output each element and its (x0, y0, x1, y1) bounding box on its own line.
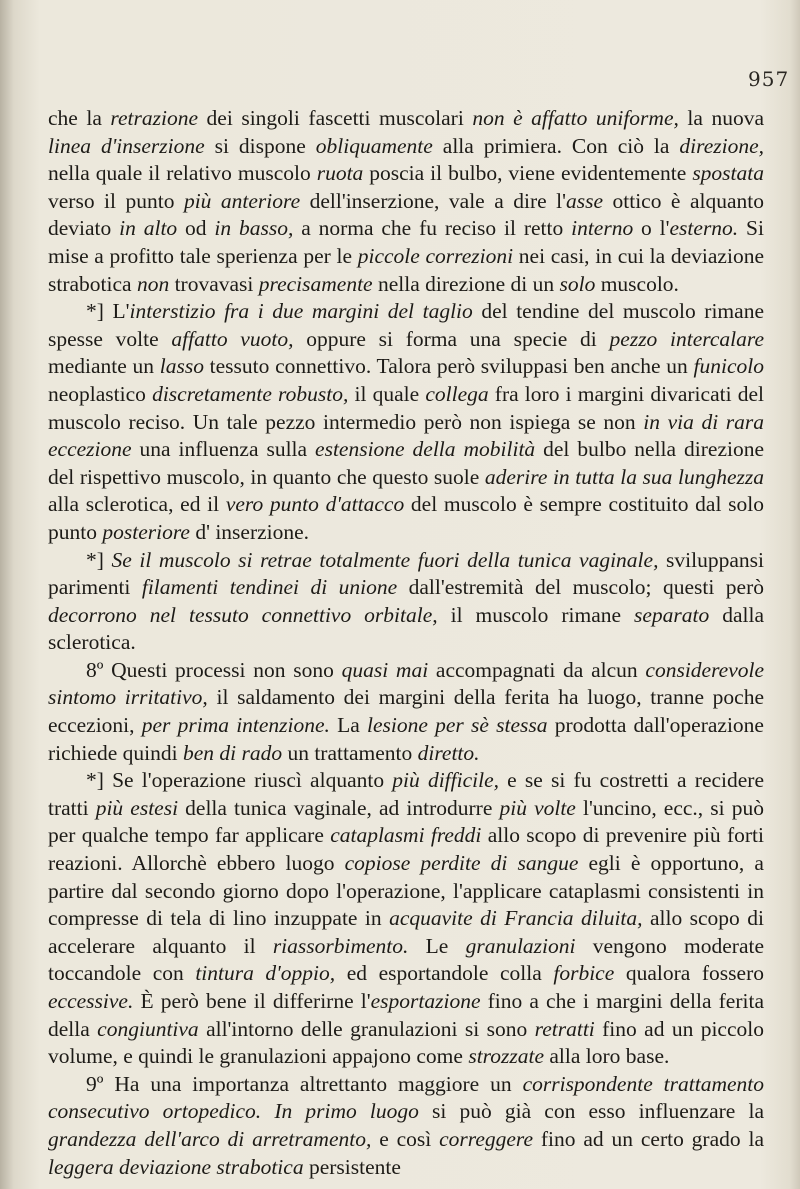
italic-text: vero punto d'attacco (225, 492, 405, 517)
italic-text: direzione, (679, 133, 764, 158)
text-run: si può già con esso influenzare la (418, 1099, 765, 1124)
italic-text: spostata (692, 161, 764, 186)
italic-text: retratti (534, 1016, 595, 1041)
italic-text: in alto (119, 216, 178, 241)
italic-text: copiose perdite di sangue (344, 851, 579, 876)
italic-text: Se il muscolo si retrae totalmente fuori della tunica vaginale, (111, 547, 659, 572)
paragraph (48, 657, 764, 767)
italic-text: tintura d'oppio, (195, 961, 336, 986)
italic-text: discretamente robusto, (152, 381, 349, 406)
text-run: del muscolo è sempre costituito dal solo punto (48, 492, 764, 544)
text-run: persistente (303, 1154, 401, 1179)
italic-text: quasi mai (341, 657, 429, 682)
text-run: nella direzione di un (372, 271, 560, 296)
text-run: *] (86, 547, 112, 572)
italic-text: asse (565, 188, 604, 213)
text-run: poscia il bulbo, viene evidentemente (363, 161, 693, 186)
text-run: È però bene il differirne l' (133, 989, 371, 1013)
italic-text: non è affatto uniforme, (472, 106, 679, 130)
italic-text: grandezza dell'arco di arretramento, (48, 1126, 372, 1151)
text-run: alla primiera. Con ciò la (432, 133, 680, 158)
text-run: un trattamento (282, 740, 418, 765)
text-run: prodotta dall'operazione richiede quindi (48, 713, 764, 765)
italic-text: linea d'inserzione (48, 133, 205, 158)
italic-text: più estesi (95, 795, 179, 820)
text-run: fra loro i margini divaricati del muscolo reciso. Un tale pezzo intermedio però non ispiega se non (48, 381, 764, 434)
italic-text: più difficile, (392, 768, 499, 793)
body-text (48, 105, 764, 1181)
italic-text: solo (559, 271, 596, 296)
text-run: mediante un (48, 354, 160, 379)
text-run: trovavasi (169, 271, 259, 296)
italic-text: considerevole sintomo irritativo, (48, 657, 765, 710)
text-run: muscolo. (595, 271, 679, 296)
italic-text: posteriore (102, 519, 190, 544)
text-run: a norma che fu reciso il retto (293, 216, 572, 241)
italic-text: funicolo (693, 354, 764, 379)
text-run: ottico è alquanto deviato (48, 188, 764, 241)
text-run: od (177, 216, 215, 241)
italic-text: obliquamente (315, 133, 433, 158)
italic-text: ben di rado (182, 740, 283, 765)
italic-text: eccessive. (48, 989, 134, 1013)
text-run: oppure si forma una specie di (293, 326, 610, 351)
text-run: fino ad un piccolo volume, e quindi le granulazioni appajono come (48, 1016, 764, 1069)
italic-text: esportazione (370, 989, 481, 1013)
italic-text: affatto vuoto, (171, 326, 294, 351)
text-run: 9º Ha una importanza altrettanto maggiore un (86, 1071, 523, 1096)
text-run: *] Se l'operazione riuscì alquanto (86, 768, 393, 793)
text-run: fino a che i margini della ferita della (48, 989, 764, 1041)
italic-text: diretto. (417, 740, 480, 765)
italic-text: più anteriore (183, 188, 301, 213)
text-run: ed esportandole colla (335, 961, 554, 986)
text-run: La (329, 713, 368, 738)
italic-text: cataplasmi freddi (330, 823, 482, 848)
italic-text: lesione per sè stessa (367, 713, 548, 738)
text-run: sviluppansi parimenti (48, 547, 764, 600)
text-run: e se si fu costretti a recidere tratti (48, 768, 765, 820)
text-run: tessuto connettivo. Talora però sviluppasi ben anche un (203, 354, 694, 379)
italic-text: acquavite di Francia diluita, (389, 906, 643, 931)
italic-text: granulazioni (465, 933, 576, 958)
text-run: alla loro base. (544, 1044, 670, 1069)
text-run: nei casi, in cui la deviazione strabotica (48, 243, 764, 296)
text-run: Si mise a profitto tale sperienza per le (48, 216, 764, 268)
text-run: o l' (633, 216, 670, 241)
text-run: dall'estremità del muscolo; questi però (397, 575, 764, 600)
italic-text: separato (634, 602, 710, 627)
text-run: dei singoli fascetti muscolari (198, 106, 473, 130)
italic-text: non (136, 271, 170, 296)
italic-text: esterno. (669, 216, 739, 241)
text-run: il quale (348, 381, 426, 406)
italic-text: congiuntiva (97, 1016, 199, 1041)
text-run: nella quale il relativo muscolo (48, 161, 317, 186)
text-run: la nuova (678, 106, 764, 130)
text-run: d' inserzione. (189, 519, 310, 544)
text-run: neoplastico (48, 381, 153, 406)
italic-text: retrazione (110, 106, 199, 130)
page-number: 957 (748, 67, 790, 91)
text-run: una influenza sulla (131, 437, 316, 462)
italic-text: precisamente (258, 271, 373, 296)
paragraph (48, 298, 764, 546)
italic-text: in via di rara eccezione (48, 409, 764, 462)
italic-text: leggera deviazione strabotica (48, 1154, 304, 1179)
text-run: verso il punto (48, 188, 184, 213)
text-run: all'intorno delle granulazioni si sono (198, 1016, 535, 1041)
paragraph (48, 767, 764, 1071)
text-run: dell'inserzione, vale a dire l' (300, 188, 566, 213)
italic-text: correggere (439, 1126, 534, 1151)
italic-text: decorrono nel tessuto connettivo orbitale, (48, 602, 438, 627)
text-run (261, 1099, 274, 1123)
paragraph (48, 105, 764, 298)
text-run: Le (408, 933, 466, 958)
text-run: accompagnati da alcun (428, 657, 646, 682)
text-run: del tendine del muscolo rimane spesse volte (48, 299, 764, 351)
text-run: *] L' (86, 299, 130, 324)
text-run: fino ad un certo grado la (533, 1126, 764, 1151)
text-run: egli è opportuno, a partire dal secondo giorno dopo l'operazione, l'applicare cataplasmi consistenti in compresse di tela di lino inzuppate in (48, 851, 764, 931)
text-run: il saldamento dei margini della ferita ha luogo, tranne poche eccezioni, (48, 685, 764, 738)
italic-text: filamenti tendinei di unione (141, 575, 398, 600)
text-run: l'uncino, ecc., si può per qualche tempo far applicare (48, 795, 764, 848)
italic-text: in basso, (214, 216, 294, 241)
italic-text: estensione della mobilità (315, 437, 536, 462)
italic-text: aderire in tutta la sua lunghezza (484, 464, 764, 489)
italic-text: più volte (499, 795, 576, 820)
text-run: 8º Questi processi non sono (86, 657, 342, 682)
text-run: il muscolo rimane (437, 602, 634, 627)
text-run: e così (371, 1126, 440, 1151)
italic-text: strozzate (468, 1044, 544, 1069)
italic-text: pezzo intercalare (609, 326, 764, 351)
italic-text: riassorbimento. (272, 933, 409, 958)
text-run: alla sclerotica, ed il (48, 492, 226, 517)
italic-text: piccole correzioni (357, 243, 514, 268)
italic-text: collega (425, 381, 489, 406)
text-run: allo scopo di accelerare alquanto il (48, 906, 764, 958)
paragraph (48, 1071, 764, 1181)
italic-text: per prima intenzione. (141, 713, 330, 738)
italic-text: interno (571, 216, 634, 241)
italic-text: In primo luogo (274, 1099, 419, 1124)
text-run: del bulbo nella direzione del rispettivo muscolo, in quanto che questo suole (48, 437, 765, 489)
text-run: allo scopo di prevenire più forti reazioni. Allorchè ebbero luogo (48, 823, 764, 876)
text-run: della tunica vaginale, ad introdurre (178, 795, 500, 820)
italic-text: interstizio fra i due margini del taglio (129, 299, 473, 324)
text-run: dalla sclerotica. (48, 602, 764, 655)
text-run: che la (48, 106, 111, 130)
italic-text: lasso (159, 354, 204, 379)
italic-text: corrispondente trattamento consecutivo ortopedico. (48, 1071, 764, 1124)
text-run: vengono moderate toccandole con (48, 933, 764, 986)
paragraph (48, 547, 764, 657)
italic-text: ruota (316, 161, 364, 186)
text-run: qualora fossero (614, 961, 764, 986)
italic-text: forbice (553, 961, 615, 986)
text-run: si dispone (204, 133, 316, 158)
